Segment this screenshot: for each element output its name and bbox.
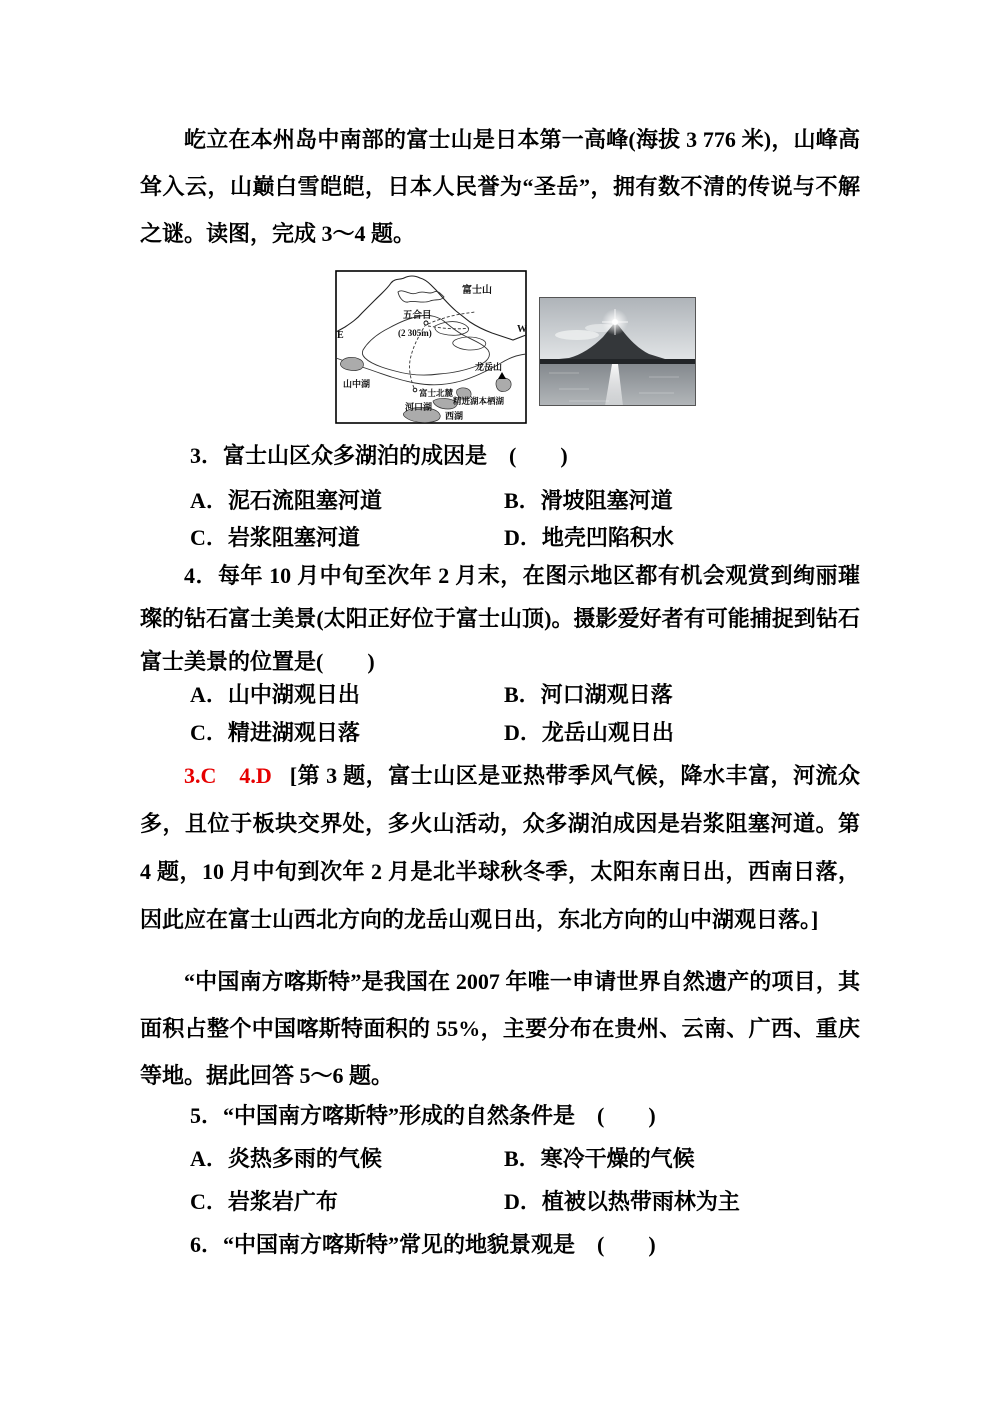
diamond-fuji-photo <box>539 297 696 406</box>
answer-labels: 3.C 4.D <box>184 763 272 788</box>
fuji-north-foot-marker <box>413 388 417 392</box>
q4-option-a: A．山中湖观日出 <box>190 682 360 707</box>
map-label-mt-ryugadake: 龙岳山 <box>475 362 503 372</box>
fifth-station-marker <box>424 321 428 325</box>
q5-option-b: B．寒冷干燥的气候 <box>504 1146 695 1171</box>
q5-option-c: C．岩浆岩广布 <box>190 1189 338 1214</box>
q3-option-b: B．滑坡阻塞河道 <box>504 488 673 513</box>
q4-option-row-2 <box>140 719 860 747</box>
q4-option-b: B．河口湖观日落 <box>504 682 673 707</box>
map-label-lake-kawaguchi: 河口湖 <box>405 402 433 412</box>
q3-option-c: C．岩浆阻塞河道 <box>190 525 360 550</box>
map-label-peak: 富士山 <box>462 285 492 296</box>
figure-row <box>335 270 697 426</box>
map-label-lake-sai: 西湖 <box>445 411 464 421</box>
q4-stem: 4．每年 10 月中旬至次年 2 月末，在图示地区都有机会观赏到绚丽璀璨的钻石富士美景(太阳正好位于富士山顶)。摄影爱好者有可能捕捉到钻石富士美景的位置是( ) <box>140 563 860 674</box>
answer-explanation: [第 3 题，富士山区是亚热带季风气候，降水丰富，河流众多，且位于板块交界处，多火山活动，众多湖泊成因是岩浆阻塞河道。第 4 题，10 月中旬到次年 2 月是北半球秋冬季，太阳东南日出，西南日落，因此应在富士山西北方向的龙岳山观日出，东北方向的山中湖观日落。] <box>140 763 861 932</box>
map-label-lake-yamanaka: 山中湖 <box>343 379 371 389</box>
q4-option-d: D．龙岳山观日出 <box>504 720 674 745</box>
q5-stem: 5．“中国南方喀斯特”形成的自然条件是 ( ) <box>190 1103 656 1128</box>
map-label-east: E <box>337 330 344 341</box>
q4-option-row-1 <box>140 681 860 709</box>
q3-option-row-2 <box>140 524 860 552</box>
answer-block-3-4 <box>140 752 860 944</box>
map-label-west: W <box>517 324 527 335</box>
passage-fuji: 屹立在本州岛中南部的富士山是日本第一高峰(海拔 3 776 米)，山峰高耸入云，山巅白雪皑皑，日本人民誉为“圣岳”，拥有数不清的传说与不解之谜。读图，完成 3～4 题。 <box>140 127 860 246</box>
q6-stem: 6．“中国南方喀斯特”常见的地貌景观是 ( ) <box>190 1232 656 1257</box>
map-label-fifth-station: 五合目 <box>403 311 432 321</box>
q3-option-row-1 <box>140 487 860 515</box>
passage-karst: “中国南方喀斯特”是我国在 2007 年唯一申请世界自然遗产的项目，其面积占整个中国喀斯特面积的 55%，主要分布在贵州、云南、广西、重庆等地。据此回答 5～6 题。 <box>140 969 860 1088</box>
map-label-lakes-shoji-motosu: 精进湖本栖湖 <box>453 396 505 406</box>
q3-stem: 3．富士山区众多湖泊的成因是 ( ) <box>190 443 568 468</box>
q4-option-c: C．精进湖观日落 <box>190 720 360 745</box>
map-label-fuji-north-foot: 富士北麓 <box>419 388 454 398</box>
q5-option-row-2 <box>140 1188 860 1216</box>
q5-option-d: D．植被以热带雨林为主 <box>504 1189 740 1214</box>
q5-option-row-1 <box>140 1145 860 1173</box>
lake-yamanaka-shape <box>340 357 363 370</box>
q5-option-a: A．炎热多雨的气候 <box>190 1146 382 1171</box>
lake-motosu-shape <box>496 378 511 392</box>
photo-treeline <box>539 359 696 364</box>
fuji-area-map <box>335 270 527 424</box>
map-label-elevation: (2 305m) <box>398 328 432 338</box>
q3-option-a: A．泥石流阻塞河道 <box>190 488 382 513</box>
photo-cloud-1 <box>555 330 599 340</box>
q3-option-d: D．地壳凹陷积水 <box>504 525 674 550</box>
